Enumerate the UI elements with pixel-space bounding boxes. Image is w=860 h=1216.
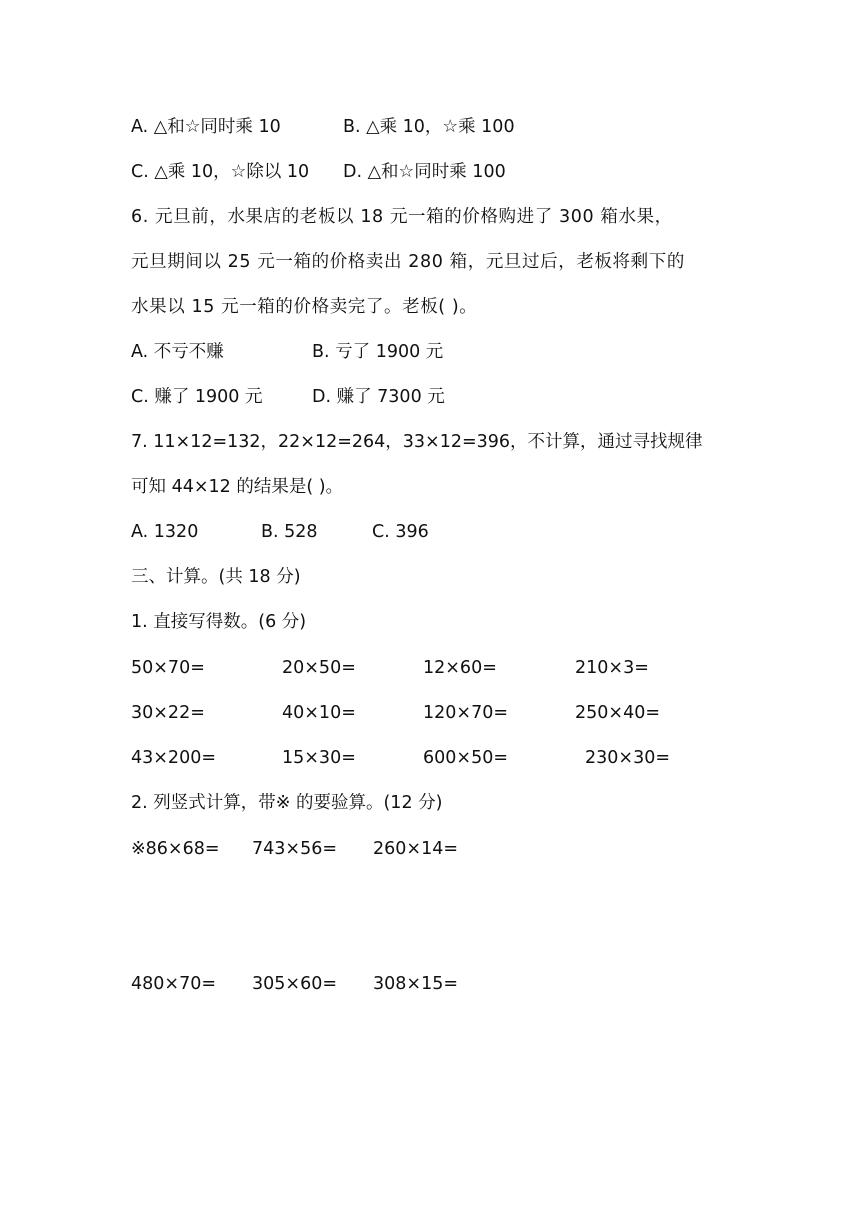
vertical-calc-item: 743×56= (252, 839, 337, 859)
calc-item: 20×50= (282, 658, 356, 678)
calc-item: 250×40= (575, 703, 660, 723)
q5-option-a: A. △和☆同时乘 10 (131, 117, 281, 137)
vertical-calc-item: 308×15= (373, 974, 458, 994)
calc-item: 210×3= (575, 658, 649, 678)
calc-item: 43×200= (131, 748, 216, 768)
q6-text-line1: 6. 元旦前，水果店的老板以 18 元一箱的价格购进了 300 箱水果， (131, 207, 673, 227)
q5-option-b: B. △乘 10，☆乘 100 (343, 117, 515, 137)
q7-option-c: C. 396 (372, 522, 429, 542)
q6-option-b: B. 亏了 1900 元 (312, 342, 444, 362)
calc-item: 600×50= (423, 748, 508, 768)
q6-text-line2: 元旦期间以 25 元一箱的价格卖出 280 箱，元旦过后，老板将剩下的 (131, 252, 685, 272)
calc-item: 40×10= (282, 703, 356, 723)
q7-text-line1: 7. 11×12=132，22×12=264，33×12=396，不计算，通过寻找规律 (131, 432, 703, 452)
q5-option-d: D. △和☆同时乘 100 (343, 162, 506, 182)
part1-heading: 1. 直接写得数。(6 分) (131, 612, 307, 632)
calc-item: 120×70= (423, 703, 508, 723)
q6-option-a: A. 不亏不赚 (131, 342, 224, 362)
q5-option-c: C. △乘 10，☆除以 10 (131, 162, 310, 182)
vertical-calc-item: 305×60= (252, 974, 337, 994)
vertical-calc-item: 480×70= (131, 974, 216, 994)
calc-item: 30×22= (131, 703, 205, 723)
calc-item: 12×60= (423, 658, 497, 678)
q7-option-a: A. 1320 (131, 522, 199, 542)
q6-text-line3: 水果以 15 元一箱的价格卖完了。老板( )。 (131, 297, 478, 317)
calc-item: 230×30= (585, 748, 670, 768)
vertical-calc-item: ※86×68= (131, 839, 220, 859)
q7-option-b: B. 528 (261, 522, 318, 542)
section3-heading: 三、计算。(共 18 分) (131, 567, 301, 587)
calc-item: 50×70= (131, 658, 205, 678)
calc-item: 15×30= (282, 748, 356, 768)
part2-heading: 2. 列竖式计算，带※ 的要验算。(12 分) (131, 793, 443, 813)
vertical-calc-item: 260×14= (373, 839, 458, 859)
q7-text-line2: 可知 44×12 的结果是( )。 (131, 477, 344, 497)
q6-option-c: C. 赚了 1900 元 (131, 387, 263, 407)
q6-option-d: D. 赚了 7300 元 (312, 387, 445, 407)
